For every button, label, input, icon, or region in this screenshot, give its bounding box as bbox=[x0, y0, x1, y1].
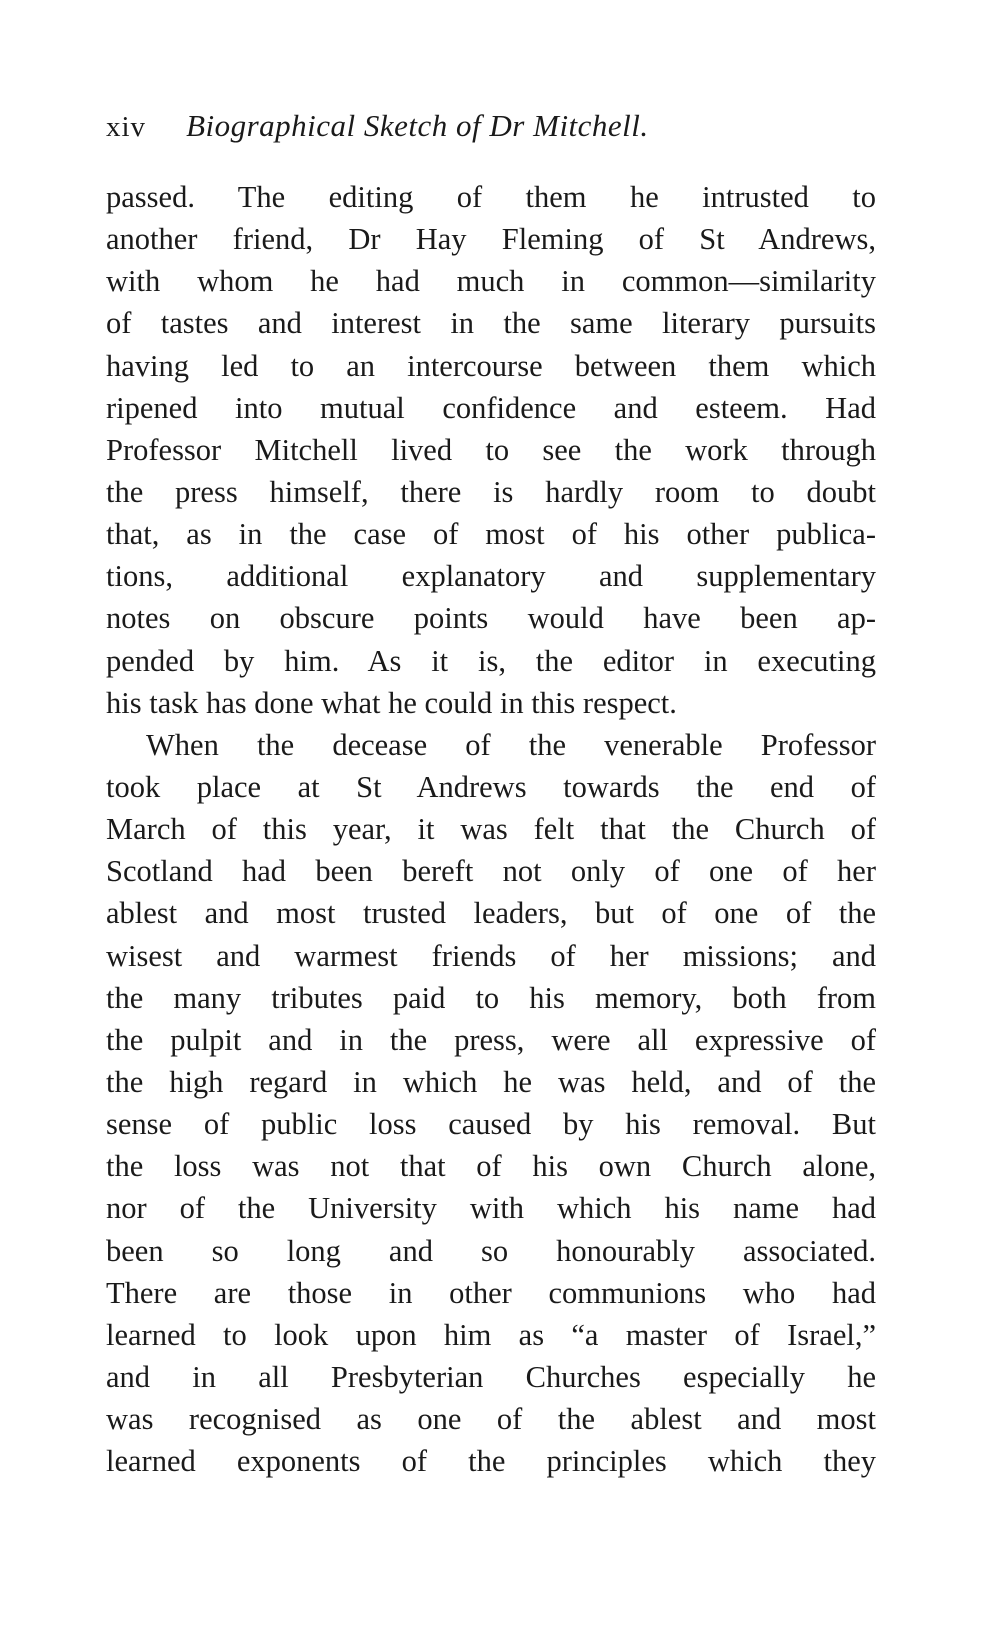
text-line: Professor Mitchell lived to see the work through bbox=[106, 432, 876, 467]
text-line: passed. The editing of them he intrusted to bbox=[106, 180, 876, 214]
text-line: of tastes and interest in the same literary pursuits bbox=[106, 306, 876, 341]
text-line: was recognised as one of the ablest and most bbox=[106, 1402, 876, 1437]
text-line: wisest and warmest friends of her missions; and bbox=[106, 938, 876, 973]
text-line: sense of public loss caused by his removal. But bbox=[106, 1107, 876, 1142]
running-title: Biographical Sketch of Dr Mitchell. bbox=[186, 108, 649, 143]
text-line: When the decease of the venerable Professor bbox=[146, 727, 876, 762]
text-line: and in all Presbyterian Churches especially he bbox=[106, 1359, 876, 1394]
text-line: pended by him. As it is, the editor in executing bbox=[106, 643, 876, 678]
text-line: been so long and so honourably associated. bbox=[106, 1233, 876, 1268]
text-line: ablest and most trusted leaders, but of one of the bbox=[106, 896, 876, 931]
text-line: his task has done what he could in this respect. bbox=[106, 685, 677, 720]
text-line: the high regard in which he was held, and of the bbox=[106, 1064, 876, 1099]
text-line: March of this year, it was felt that the Church of bbox=[106, 812, 876, 847]
text-line: the pulpit and in the press, were all expressive of bbox=[106, 1022, 876, 1057]
text-line: another friend, Dr Hay Fleming of St Andrews, bbox=[106, 222, 876, 257]
text-line: There are those in other communions who had bbox=[106, 1275, 876, 1310]
text-line: with whom he had much in common—similarity bbox=[106, 264, 876, 299]
text-line: took place at St Andrews towards the end of bbox=[106, 769, 876, 804]
text-line: the press himself, there is hardly room to doubt bbox=[106, 474, 876, 509]
running-head bbox=[106, 108, 906, 148]
text-line: nor of the University with which his name had bbox=[106, 1191, 876, 1226]
text-line: Scotland had been bereft not only of one of her bbox=[106, 854, 876, 889]
text-line: that, as in the case of most of his other publica- bbox=[106, 517, 876, 552]
text-line: tions, additional explanatory and supplementary bbox=[106, 559, 876, 594]
text-line: learned exponents of the principles which they bbox=[106, 1444, 876, 1479]
body-text bbox=[106, 176, 876, 1482]
text-line: the loss was not that of his own Church alone, bbox=[106, 1149, 876, 1184]
page-number: xiv bbox=[106, 111, 147, 143]
text-line: the many tributes paid to his memory, both from bbox=[106, 980, 876, 1015]
text-line: learned to look upon him as “a master of Israel,” bbox=[106, 1317, 876, 1352]
text-line: having led to an intercourse between them which bbox=[106, 348, 876, 383]
text-line: notes on obscure points would have been ap- bbox=[106, 601, 876, 636]
text-line: ripened into mutual confidence and esteem. Had bbox=[106, 390, 876, 425]
